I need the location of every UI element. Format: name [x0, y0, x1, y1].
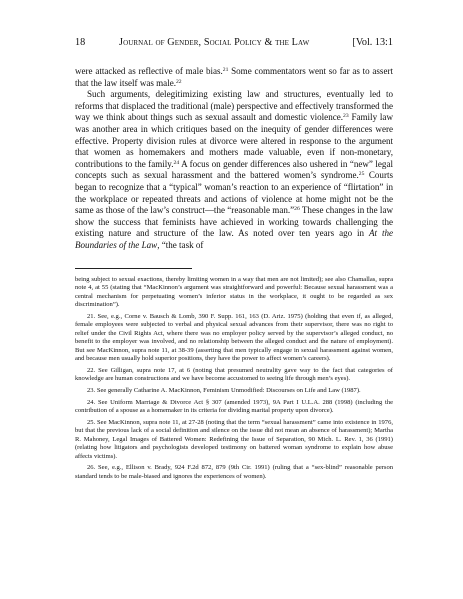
footnote-24: 24. See Uniform Marriage & Divorce Act § 307 (amended 1973), 9A Part I U.L.A. 288 (1998) (including the contribution of a spouse as a homemaker in its criteria for dividing marital property upon divorce). — [75, 398, 393, 415]
text-run: Family law was another area in which critiques based on the inequity of gender differences were effective. Property division rules at divorce were altered in response to the argument that women as homemakers and mothers made valuable, even if non-monetary, contributions to the family. — [75, 112, 393, 169]
text-run: Courts began to recognize that a “typical” woman’s reaction to an experience of “flirtation” in the workplace or repeated threats and actions of violence at home might not be the same as those of the law’s construct—the “reasonable man.” — [75, 170, 394, 216]
footnotes — [75, 276, 393, 485]
text-run: Some commentators went so far as to assert that the law itself was male. — [75, 66, 393, 88]
footnote-ref: 25 — [358, 171, 365, 178]
paragraph — [75, 89, 393, 251]
footnote-continued: being subject to sexual exactions, thereby limiting women in a way that men are not limited); see also Chamallas, supra note 4, at 55 (stating that “MacKinnon’s argument was straightforward and powerful: Because sexual harassment was a central mechanism for perpetuating women’s inferior status in the workplace, it ought to be regarded as sex discrimination”). — [75, 276, 393, 309]
footnote-ref: 22 — [176, 78, 182, 85]
journal-title: Journal of Gender, Social Policy & the Law — [119, 37, 310, 48]
paragraph — [75, 66, 393, 89]
text-run: were attacked as reflective of male bias. — [75, 66, 223, 76]
footnote-21: 21. See, e.g., Corne v. Bausch & Lomb, 390 F. Supp. 161, 163 (D. Ariz. 1975) (holding that even if, as alleged, female employees were subjected to verbal and physical sexual advances from their supervisor, there was no right to relief under the Civil Rights Act, where there was no employer policy served by the supervisor’s alleged conduct, no benefit to the employer was involved, and no relationship between the alleged conduct and the nature of employment). But see MacKinnon, supra note 11, at 38-39 (asserting that men typically engage in sexual harassment against women, and because men usually hold superior positions, they have the power to affect women’s careers). — [75, 313, 393, 363]
text-run: , “the task of — [157, 239, 204, 250]
running-header — [75, 36, 393, 50]
footnote-25: 25. See MacKinnon, supra note 11, at 27-28 (noting that the term “sexual harassment” came into existence in 1976, but that the previous lack of a social definition and silence on the issue did not mean an absence of harassment); Martha R. Mahoney, Legal Images of Battered Women: Redefining the Issue of Separation, 90 Mich. L. Rev. 1, 36 (1991) (relating how litigators and psychologists developed testimony on battered woman syndrome to explain how abuse affects victims). — [75, 419, 393, 460]
footnote-separator — [75, 268, 192, 269]
footnote-ref: 24 — [173, 159, 180, 166]
text-run: A focus on gender differences also ushered in “new” legal concepts such as sexual harassment and the battered women’s syndrome. — [75, 158, 393, 181]
page-number: 18 — [75, 37, 86, 48]
main-text — [75, 66, 393, 252]
volume-label: [Vol. 13:1 — [352, 37, 393, 48]
footnote-ref: 23 — [343, 113, 349, 120]
text-run: Such arguments, delegitimizing existing law and structures, eventually led to reforms that displaced the traditional (male) perspective and effectively transformed the way we think about things such as sexual assault and domestic violence. — [75, 89, 393, 123]
footnote-26: 26. See, e.g., Ellison v. Brady, 924 F.2d 872, 879 (9th Cir. 1991) (ruling that a “sex-blind” reasonable person standard tends to be male-biased and ignores the experiences of women). — [75, 464, 393, 480]
footnote-ref: 26 — [294, 206, 300, 213]
footnote-ref: 21 — [222, 66, 229, 73]
footnote-22: 22. See Gilligan, supra note 17, at 6 (noting that presumed neutrality gave way to the fact that categories of knowledge are human constructions and we have become accustomed to seeing life through men’s eyes). — [75, 366, 393, 383]
book-title: At the Boundaries of the Law — [75, 228, 394, 250]
text-run: These changes in the law show the success that feminists have achieved in working towards challenging the existing nature and structure of the law. As noted over ten years ago in — [75, 205, 393, 239]
footnote-23: 23. See generally Catharine A. MacKinnon, Feminism Unmodified: Discourses on Life and Law (1987). — [87, 387, 361, 395]
